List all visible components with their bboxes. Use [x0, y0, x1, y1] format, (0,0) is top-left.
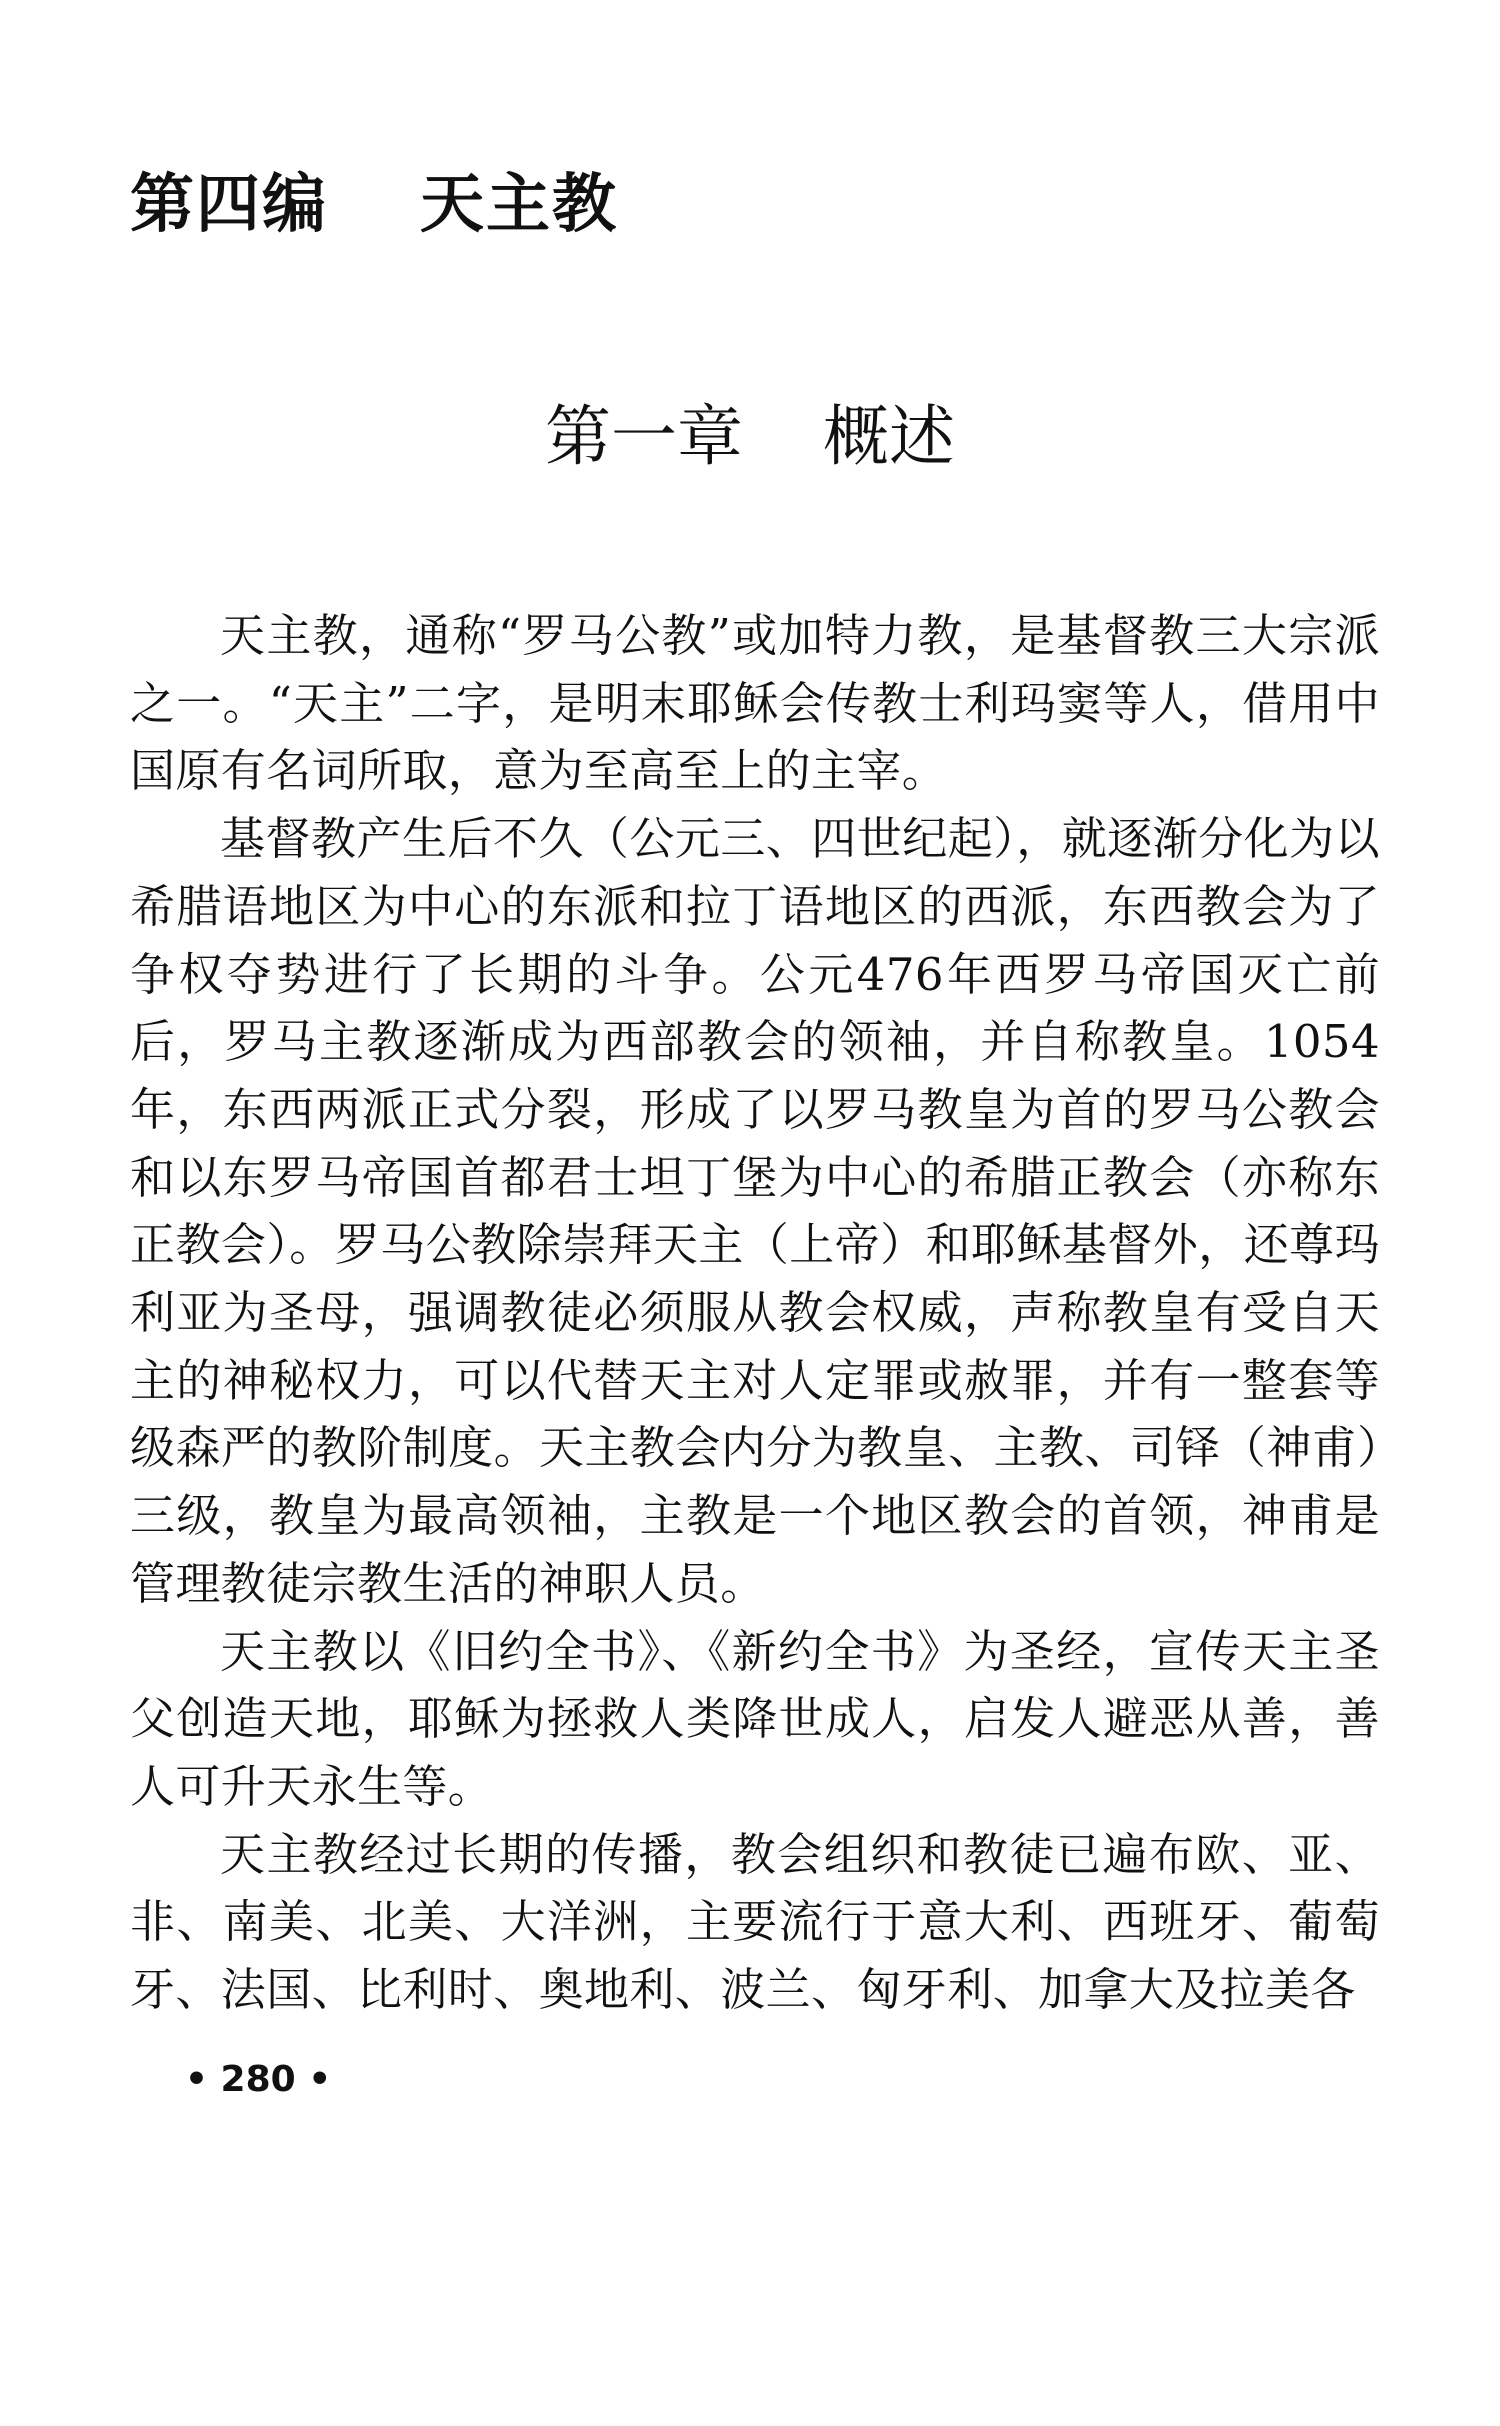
- chapter-title: [0, 395, 1500, 479]
- paragraph-doctrine: 天主教以《旧约全书》、《新约全书》为圣经，宣传天主圣父创造天地，耶稣为拯救人类降世成人，启发人避恶从善，善人可升天永生等。: [130, 1624, 1380, 1813]
- paragraph-spread: 天主教经过长期的传播，教会组织和教徒已遍布欧、亚、非、南美、北美、大洋洲，主要流行于意大利、西班牙、葡萄牙、法国、比利时、奥地利、波兰、匈牙利、加拿大及拉美各: [130, 1827, 1380, 2017]
- chapter-name: 概述: [823, 398, 955, 475]
- chapter-label: 第一章: [545, 398, 743, 475]
- part-label: 第四编: [130, 168, 328, 242]
- body-text: [130, 602, 1380, 2024]
- part-title: [130, 165, 618, 245]
- paragraph-intro: 天主教，通称“罗马公教”或加特力教，是基督教三大宗派之一。“天主”二字，是明末耶稣会传教士利玛窦等人，借用中国原有名词所取，意为至高至上的主宰。: [130, 609, 1380, 798]
- paragraph-history: 基督教产生后不久（公元三、四世纪起），就逐渐分化为以希腊语地区为中心的东派和拉丁语地区的西派，东西教会为了争权夺势进行了长期的斗争。公元476年西罗马帝国灭亡前后，罗马主教逐渐成为西部教会的领袖，并自称教皇。1054年，东西两派正式分裂，形成了以罗马教皇为首的罗马公教会和以东罗马帝国首都君士坦丁堡为中心的希腊正教会（亦称东正教会）。罗马公教除崇拜天主（上帝）和耶稣基督外，还尊玛利亚为圣母，强调教徒必须服从教会权威，声称教皇有受自天主的神秘权力，可以代替天主对人定罪或赦罪，并有一整套等级森严的教阶制度。天主教会内分为教皇、主教、司铎（神甫）三级，教皇为最高领袖，主教是一个地区教会的首领，神甫是管理教徒宗教生活的神职人员。: [130, 812, 1380, 1610]
- page-number: • 280 •: [185, 2059, 332, 2100]
- part-name: 天主教: [420, 168, 618, 242]
